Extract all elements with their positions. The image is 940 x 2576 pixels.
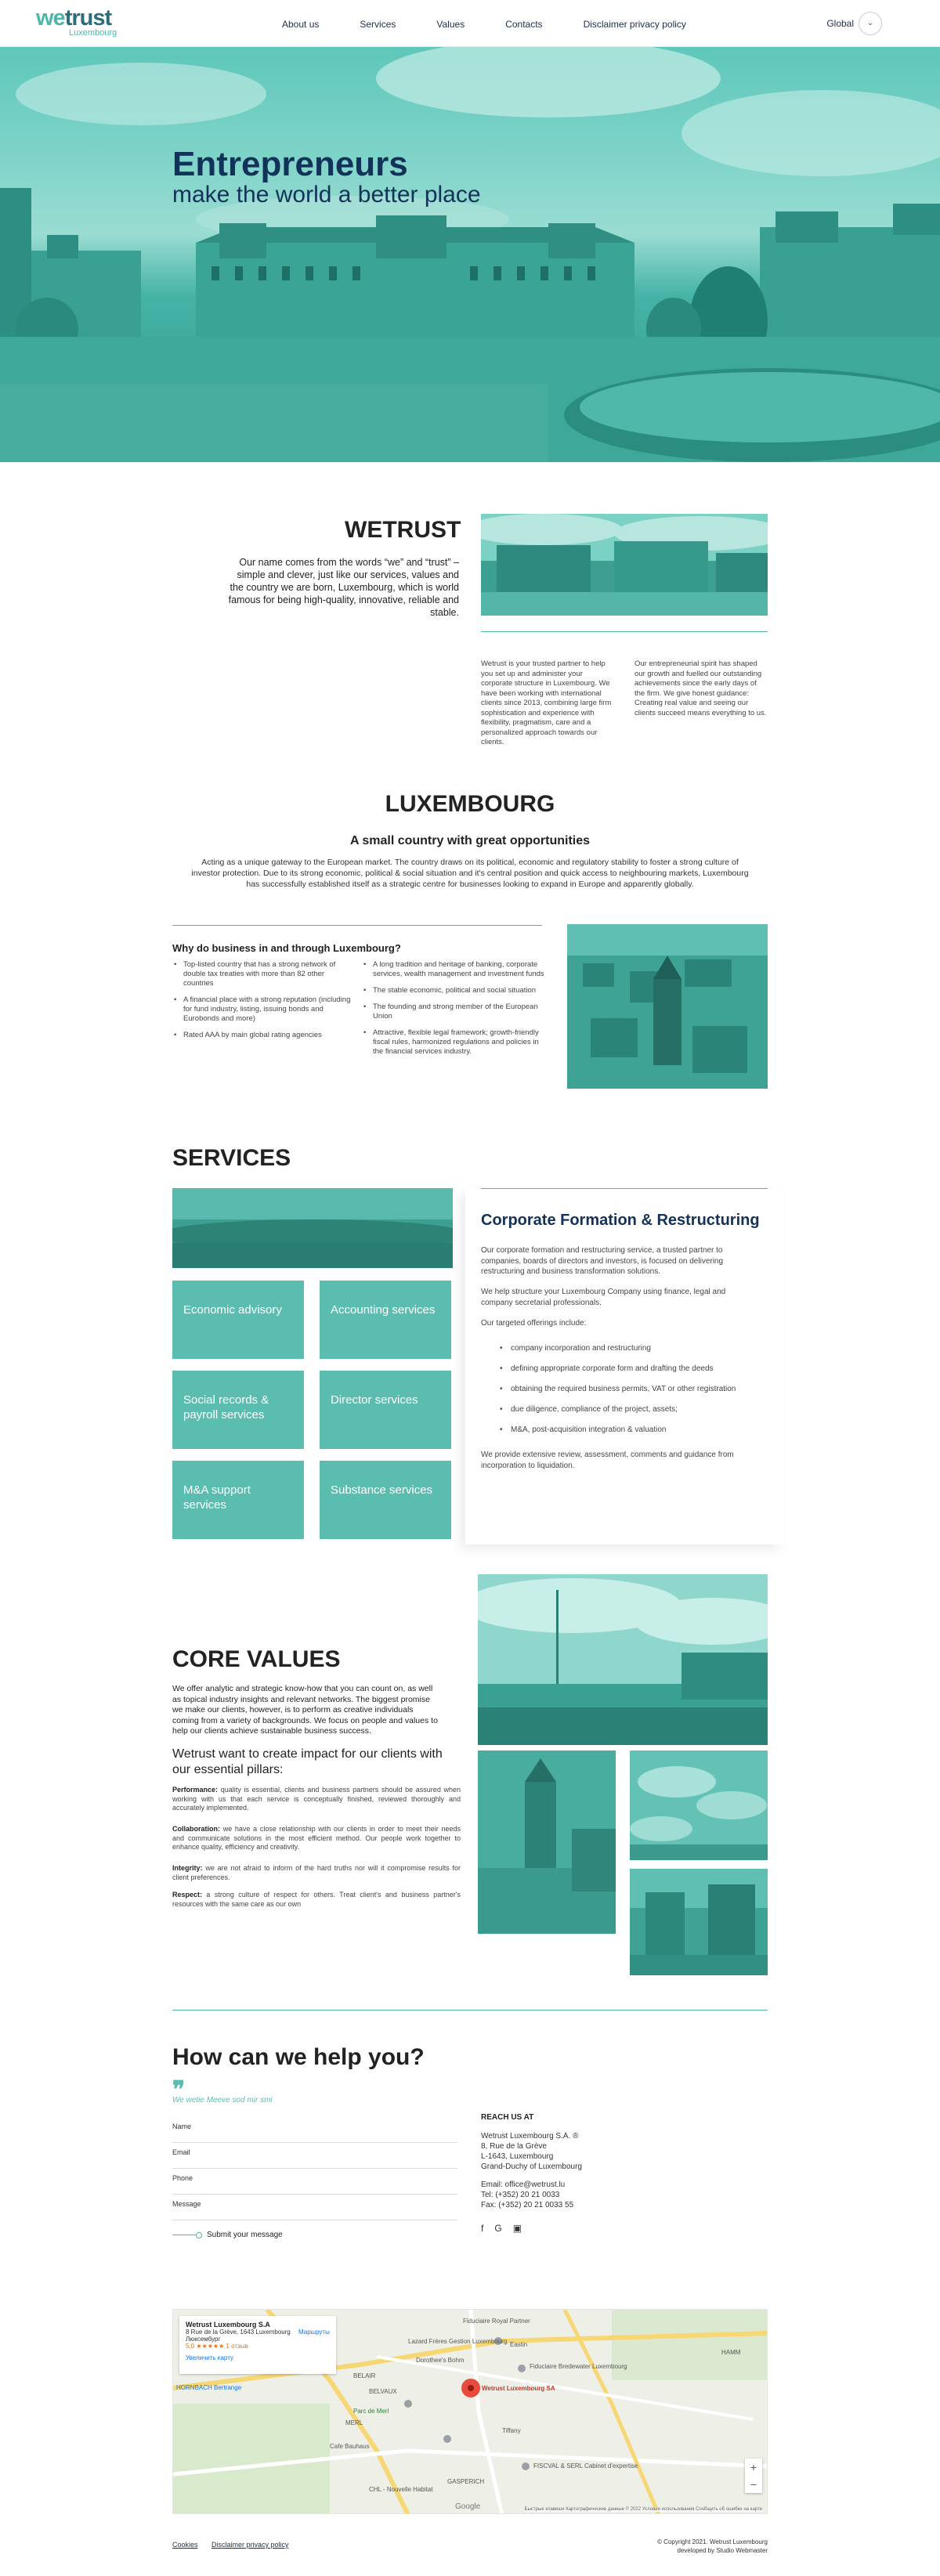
contact-quote: We wetie Meeve sod mir smi bbox=[172, 2096, 273, 2105]
map-label: BELVAUX bbox=[369, 2388, 397, 2395]
quote-icon: ❞ bbox=[172, 2077, 186, 2103]
list-item: • Top-listed country that has a strong network of double tax treaties with more than 82 other countries bbox=[172, 960, 356, 988]
name-field[interactable] bbox=[172, 2123, 457, 2143]
service-detail-p2: We help structure your Luxembourg Company using finance, legal and company secretarial professionals. bbox=[481, 1288, 726, 1307]
list-item: • M&A, post-acquisition integration & valuation bbox=[500, 1425, 750, 1446]
map-label: Fiduciaire Royal Partner bbox=[463, 2318, 530, 2325]
map-label: Tiffany bbox=[502, 2427, 521, 2434]
services-section bbox=[0, 1136, 940, 1574]
copyright-text: © Copyright 2021. Wetrust Luxembourg bbox=[657, 2538, 768, 2545]
developer-credit[interactable]: developed by Studio Webmaster bbox=[677, 2547, 768, 2554]
core-values-section bbox=[0, 1574, 940, 2044]
core-values-intro: We offer analytic and strategic know-how that you can count on, as well as topical industry insights and relevant networks. The biggest promise we make our clients, however, is to perform as creative individuals coming from a variety of backgrounds. We focus on people and values to help our clients achieve sustainable business success. bbox=[172, 1684, 438, 1736]
map-label: BELAIR bbox=[353, 2372, 376, 2379]
map-place-rating: 5,0 ★★★★★ 1 отзыв bbox=[186, 2343, 248, 2350]
list-item: • Attractive, flexible legal framework; growth-friendly fiscal rules, harmonized regulations and policies in the financial services industry. bbox=[362, 1028, 546, 1057]
luxembourg-subtitle: A small country with great opportunities bbox=[349, 834, 591, 847]
hero-section bbox=[0, 47, 940, 462]
facebook-icon[interactable]: f bbox=[481, 2223, 484, 2234]
list-item: • The stable economic, political and social situation bbox=[362, 986, 546, 995]
list-item: • A financial place with a strong reputation (including for fund industry, listing, issuing bonds and Eurobonds and more) bbox=[172, 995, 356, 1024]
map-label: GASPERICH bbox=[447, 2478, 485, 2485]
pillar-respect bbox=[172, 1891, 461, 1909]
name-input[interactable] bbox=[172, 2130, 457, 2138]
service-tile-substance[interactable]: Substance services bbox=[320, 1461, 451, 1539]
core-values-title: CORE VALUES bbox=[172, 1646, 341, 1672]
luxembourg-text: Acting as a unique gateway to the European market. The country draws on its political, economic and regulatory stability to foster a strong culture of investor protection. Due to its strong economic, political & social situation and it's central position and quick access to neighbouring markets, Luxembourg has successfully established itself as a strategic centre for businesses looking to expand in Europe and apparently globally. bbox=[191, 858, 749, 889]
pillar-label: Performance: bbox=[172, 1786, 219, 1794]
address-line: 8, Rue de la Grève bbox=[481, 2142, 547, 2151]
nav-disclaimer[interactable]: Disclaimer privacy policy bbox=[583, 19, 686, 30]
services-title: SERVICES bbox=[172, 1145, 291, 1171]
service-tile-social-records[interactable]: Social records & payroll services bbox=[172, 1371, 304, 1449]
footer-cookies-link[interactable]: Cookies bbox=[172, 2541, 198, 2549]
nav-values[interactable]: Values bbox=[436, 19, 465, 30]
logo-we: we bbox=[36, 5, 65, 31]
service-tile-ma-support[interactable]: M&A support services bbox=[172, 1461, 304, 1539]
linkedin-icon[interactable]: ▣ bbox=[512, 2223, 522, 2234]
chevron-down-icon[interactable]: ⌄ bbox=[859, 12, 882, 35]
map-place-name: Wetrust Luxembourg S.A bbox=[186, 2321, 270, 2329]
divider bbox=[172, 925, 542, 926]
core-values-subtitle: Wetrust want to create impact for our clients with our essential pillars: bbox=[172, 1747, 443, 1776]
hero-title: Entrepreneurs bbox=[172, 145, 408, 183]
service-offerings-list bbox=[500, 1344, 750, 1446]
map-label: Dorothee's Bohm bbox=[416, 2357, 465, 2364]
field-label: Email bbox=[172, 2148, 190, 2156]
service-tile-director[interactable]: Director services bbox=[320, 1371, 451, 1449]
pillar-integrity bbox=[172, 1864, 461, 1882]
core-values-terrace-image bbox=[478, 1574, 768, 1745]
field-label: Name bbox=[172, 2123, 192, 2130]
list-item: • due diligence, compliance of the project, assets; bbox=[500, 1405, 750, 1425]
map-label: Parc de Merl bbox=[353, 2408, 389, 2415]
pillar-text: we are not afraid to inform of the hard truths nor will it compromise results for client preferences. bbox=[172, 1864, 461, 1881]
hero-subtitle: make the world a better place bbox=[172, 182, 481, 208]
list-item: • company incorporation and restructuring bbox=[500, 1344, 750, 1364]
list-item: • A long tradition and heritage of banking, corporate services, wealth management and investment funds bbox=[362, 960, 546, 979]
pillar-text: quality is essential, clients and business partners should be assured when working with us that each service is conceptually finished, reviewed thoroughly and accurately implemented. bbox=[172, 1786, 461, 1812]
submit-label: Submit your message bbox=[207, 2231, 283, 2239]
google-map[interactable] bbox=[172, 2309, 768, 2514]
service-detail-title: Corporate Formation & Restructuring bbox=[481, 1212, 760, 1229]
logo[interactable] bbox=[36, 5, 118, 38]
phone-input[interactable] bbox=[172, 2182, 457, 2190]
message-field[interactable] bbox=[172, 2200, 457, 2220]
social-links bbox=[481, 2223, 522, 2234]
site-header bbox=[0, 0, 940, 47]
map-label: Cafe Bauhaus bbox=[330, 2443, 370, 2450]
wetrust-section bbox=[0, 462, 940, 775]
footer-copyright bbox=[657, 2538, 768, 2555]
pillar-label: Integrity: bbox=[172, 1864, 203, 1872]
contact-title: How can we help you? bbox=[172, 2044, 425, 2070]
google-logo: Google bbox=[455, 2502, 481, 2511]
address-line: L-1643, Luxembourg bbox=[481, 2152, 554, 2161]
pillar-performance bbox=[172, 1786, 461, 1813]
map-label: CHL - Nouvelle Habitat bbox=[369, 2486, 433, 2493]
pillar-label: Respect: bbox=[172, 1891, 203, 1899]
list-item: • defining appropriate corporate form and drafting the deeds bbox=[500, 1364, 750, 1385]
pillar-text: a strong culture of respect for others. Treat client's and business partner's resources with the same care as our own bbox=[172, 1891, 461, 1908]
core-values-umbrellas-image bbox=[630, 1750, 768, 1860]
list-item: • The founding and strong member of the European Union bbox=[362, 1003, 546, 1021]
nav-contacts[interactable]: Contacts bbox=[505, 19, 543, 30]
divider bbox=[481, 631, 768, 632]
map-label: Lazard Frères Gestion Luxembourg bbox=[408, 2338, 508, 2345]
phone-field[interactable] bbox=[172, 2174, 457, 2195]
message-input[interactable] bbox=[172, 2208, 457, 2216]
luxembourg-list-left bbox=[172, 960, 356, 1047]
luxembourg-title: LUXEMBOURG bbox=[385, 791, 555, 817]
map-directions[interactable]: Маршруты bbox=[298, 2329, 330, 2336]
nav-about-us[interactable]: About us bbox=[282, 19, 320, 30]
luxembourg-section bbox=[0, 775, 940, 1136]
logo-trust: trust bbox=[64, 5, 112, 31]
core-values-tower-image bbox=[478, 1750, 616, 1934]
wetrust-col-2: Our entrepreneurial spirit has shaped our growth and fuelled our outstanding achievements since the early days of the firm. We give honest guidance: Creating real value and seeing our clients succeed means everything to us. bbox=[634, 659, 767, 717]
service-tile-accounting[interactable]: Accounting services bbox=[320, 1281, 451, 1359]
luxembourg-aerial-image bbox=[567, 924, 768, 1089]
wetrust-intro: Our name comes from the words “we” and “trust” – simple and clever, just like our services, values and the country we are born, Luxembourg, which is world famous for being high-quality, innovative, reliable and stable. bbox=[228, 557, 459, 618]
email-field[interactable] bbox=[172, 2148, 457, 2169]
luxembourg-question: Why do business in and through Luxembourg? bbox=[172, 942, 401, 954]
service-tile-economic-advisory[interactable]: Economic advisory bbox=[172, 1281, 304, 1359]
contact-fax: Fax: (+352) 20 21 0033 55 bbox=[481, 2201, 574, 2209]
map-label: FISCVAL & SERL Cabinet d'expertise bbox=[533, 2462, 638, 2469]
services-banner-image bbox=[172, 1188, 453, 1268]
divider bbox=[481, 1188, 768, 1189]
footer-privacy-link[interactable]: Disclaimer privacy policy bbox=[212, 2541, 289, 2549]
field-label: Message bbox=[172, 2200, 201, 2208]
email-input[interactable] bbox=[172, 2156, 457, 2164]
core-values-street-image bbox=[630, 1869, 768, 1975]
contact-section bbox=[0, 2044, 940, 2303]
map-label: MERL bbox=[345, 2419, 363, 2426]
address-line: Grand-Duchy of Luxembourg bbox=[481, 2162, 582, 2171]
main-nav bbox=[282, 19, 727, 30]
pillar-text: we have a close relationship with our clients in order to meet their needs and communicate solutions in the most efficient method. Our people work together to enhance quality, efficiency and creativity. bbox=[172, 1825, 461, 1851]
reach-title: REACH US AT bbox=[481, 2113, 534, 2122]
pillar-collaboration bbox=[172, 1825, 461, 1852]
field-label: Phone bbox=[172, 2174, 193, 2182]
global-label[interactable]: Global bbox=[826, 18, 854, 29]
map-attribution: Быстрые клавиши Картографические данные © 2022 Условия использования Сообщить об ошибке на карте bbox=[524, 2507, 762, 2512]
wetrust-city-image bbox=[481, 514, 768, 616]
map-label: Eastin bbox=[510, 2341, 528, 2348]
submit-button[interactable] bbox=[172, 2231, 283, 2239]
wetrust-title: WETRUST bbox=[345, 517, 461, 543]
service-detail-p3: Our targeted offerings include: bbox=[481, 1319, 587, 1328]
hero-city-illustration bbox=[0, 47, 940, 462]
map-place-address: 8 Rue de la Grève, 1643 Luxembourg bbox=[186, 2329, 291, 2336]
service-detail-p1: Our corporate formation and restructuring service, a trusted partner to companies, boards of directors and investors, is focused on delivering restructuring and business transformation solutions. bbox=[481, 1246, 724, 1276]
contact-email[interactable]: Email: office@wetrust.lu bbox=[481, 2180, 566, 2189]
site-footer bbox=[0, 2525, 940, 2576]
map-label: HORNBACH Bertrange bbox=[176, 2384, 242, 2391]
contact-tel[interactable]: Tel: (+352) 20 21 0033 bbox=[481, 2191, 560, 2199]
pillar-label: Collaboration: bbox=[172, 1825, 220, 1833]
wetrust-col-1: Wetrust is your trusted partner to help you set up and administer your corporate structure in Luxembourg. We have been working with international clients since 2013, combining large firm sophistication and experience with flexibility, pragmatism, care and a personalized approach towards our clients. bbox=[481, 659, 612, 746]
logo-city: Luxembourg bbox=[69, 28, 118, 38]
map-zoom-controls[interactable]: + − bbox=[745, 2459, 762, 2493]
map-label: Wetrust Luxembourg SA bbox=[482, 2385, 555, 2392]
google-icon[interactable]: G bbox=[494, 2223, 502, 2234]
map-place-sub: Люксембург bbox=[186, 2336, 221, 2343]
luxembourg-list-right bbox=[362, 960, 546, 1064]
divider bbox=[172, 2010, 768, 2011]
map-label: HAMM bbox=[721, 2349, 741, 2356]
nav-services[interactable]: Services bbox=[360, 19, 396, 30]
service-detail-p4: We provide extensive review, assessment, comments and guidance from incorporation to liquidation. bbox=[481, 1451, 734, 1470]
service-detail-panel bbox=[465, 1188, 783, 1545]
list-item: • obtaining the required business permits, VAT or other registration bbox=[500, 1385, 750, 1405]
map-place-card bbox=[179, 2316, 336, 2374]
map-enlarge-link[interactable]: Увеличить карту bbox=[186, 2354, 233, 2361]
address-line: Wetrust Luxembourg S.A. ® bbox=[481, 2132, 579, 2141]
map-label: Fiduciaire Bredewater Luxembourg bbox=[530, 2363, 627, 2370]
list-item: • Rated AAA by main global rating agencies bbox=[172, 1031, 356, 1040]
